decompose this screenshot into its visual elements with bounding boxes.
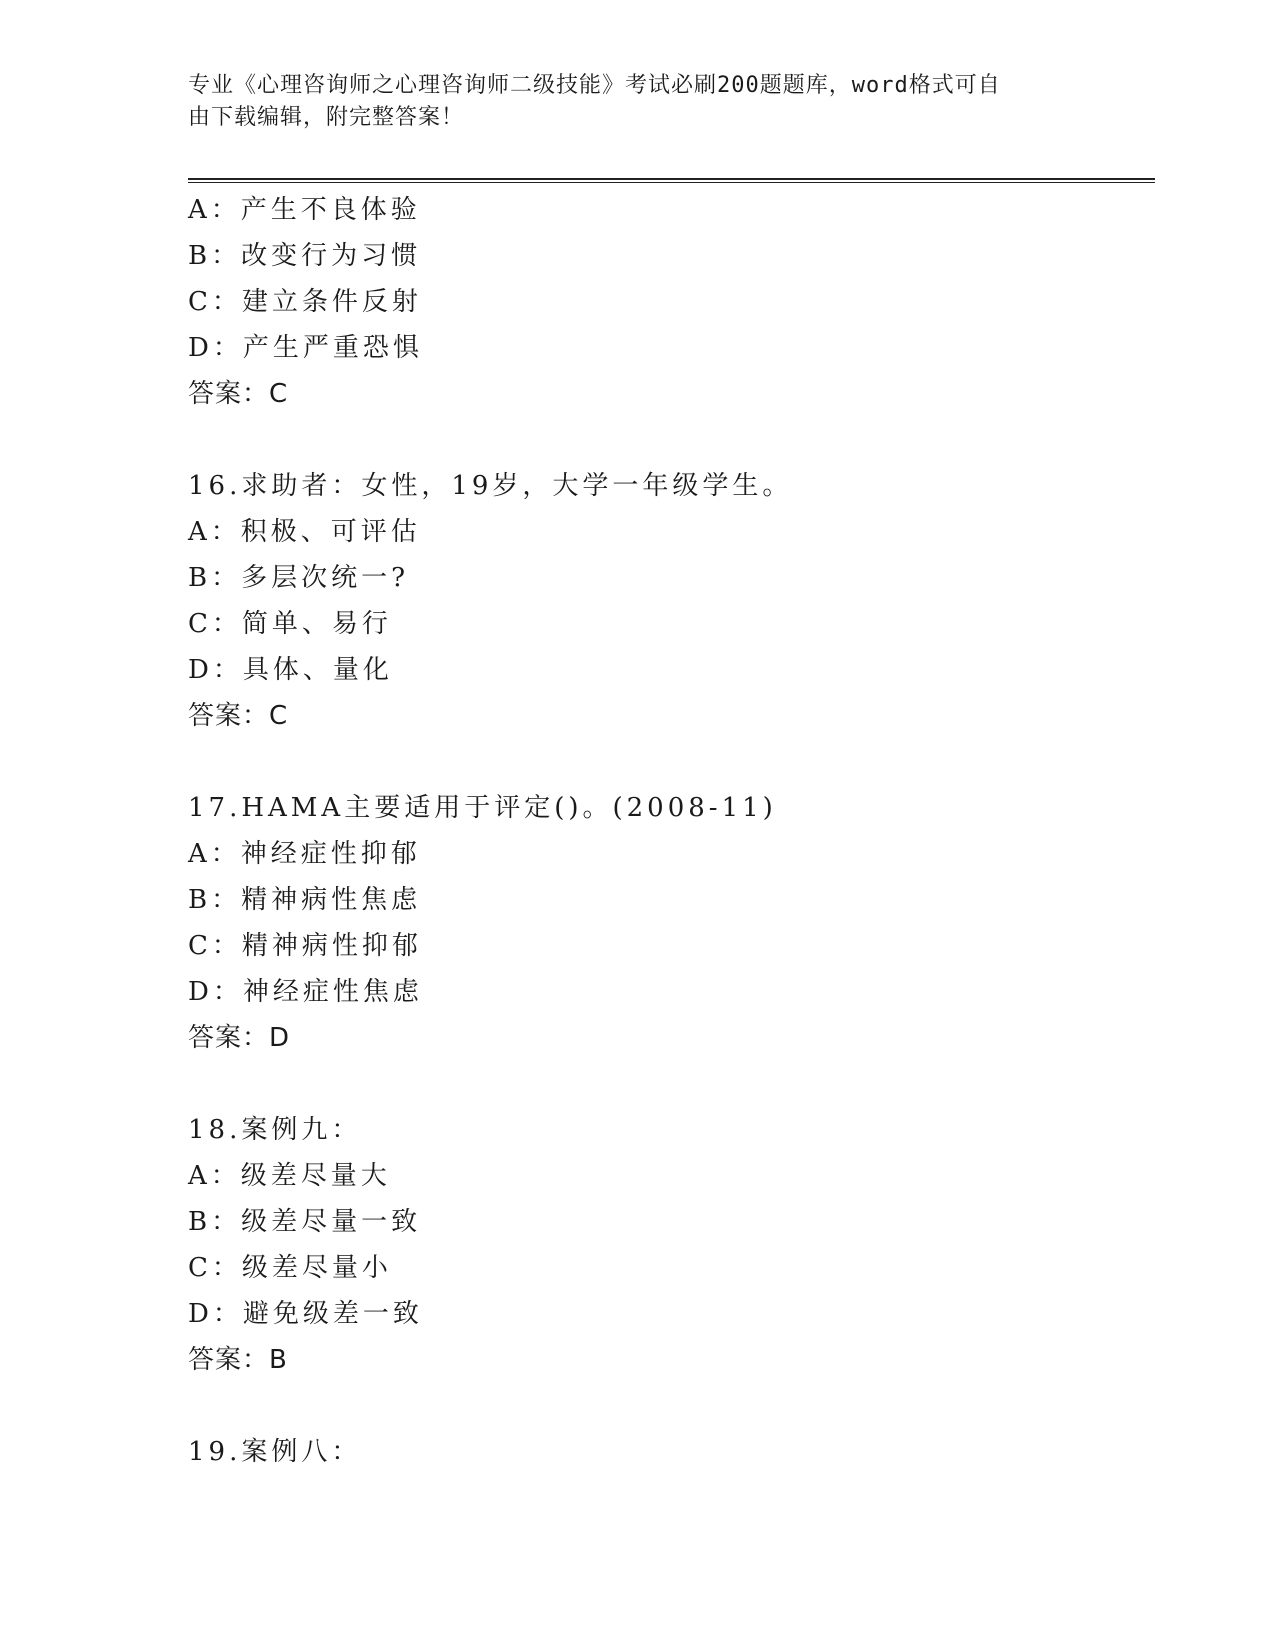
question-17-block: [188, 785, 1148, 1061]
option-d: D：具体、量化: [188, 655, 393, 685]
option-c: C：建立条件反射: [188, 287, 422, 317]
spacer: [188, 1383, 1148, 1429]
option-b: B：多层次统一?: [188, 563, 410, 593]
question-text: 19.案例八：: [188, 1437, 362, 1467]
option-a: A：级差尽量大: [188, 1161, 391, 1191]
option-c: C：精神病性抑郁: [188, 931, 422, 961]
question-list: [188, 187, 1148, 1475]
answer: 答案：B: [188, 1345, 288, 1375]
header-line-1: 专业《心理咨询师之心理咨询师二级技能》考试必刷200题题库，word格式可自: [188, 73, 1001, 98]
question-15-block: [188, 187, 1148, 417]
question-16-block: [188, 463, 1148, 739]
option-b: B：级差尽量一致: [188, 1207, 422, 1237]
answer: 答案：C: [188, 701, 289, 731]
document-header: [188, 70, 1068, 134]
question-text: 18.案例九：: [188, 1115, 362, 1145]
header-line-2: 由下载编辑，附完整答案！: [188, 105, 465, 130]
option-d: D：神经症性焦虑: [188, 977, 423, 1007]
option-a: A：神经症性抑郁: [188, 839, 421, 869]
option-d: D：避免级差一致: [188, 1299, 423, 1329]
option-b: B：改变行为习惯: [188, 241, 422, 271]
answer: 答案：C: [188, 379, 289, 409]
spacer: [188, 1061, 1148, 1107]
spacer: [188, 417, 1148, 463]
question-text: 16.求助者：女性，19岁，大学一年级学生。: [188, 471, 793, 501]
header-divider: [188, 178, 1155, 183]
question-text: 17.HAMA主要适用于评定()。(2008-11): [188, 793, 777, 823]
option-c: C：级差尽量小: [188, 1253, 392, 1283]
option-a: A：积极、可评估: [188, 517, 421, 547]
option-c: C：简单、易行: [188, 609, 392, 639]
option-a: A：产生不良体验: [188, 195, 421, 225]
answer: 答案：D: [188, 1023, 291, 1053]
option-b: B：精神病性焦虑: [188, 885, 422, 915]
question-19-block: [188, 1429, 1148, 1475]
option-d: D：产生严重恐惧: [188, 333, 423, 363]
spacer: [188, 739, 1148, 785]
question-18-block: [188, 1107, 1148, 1383]
